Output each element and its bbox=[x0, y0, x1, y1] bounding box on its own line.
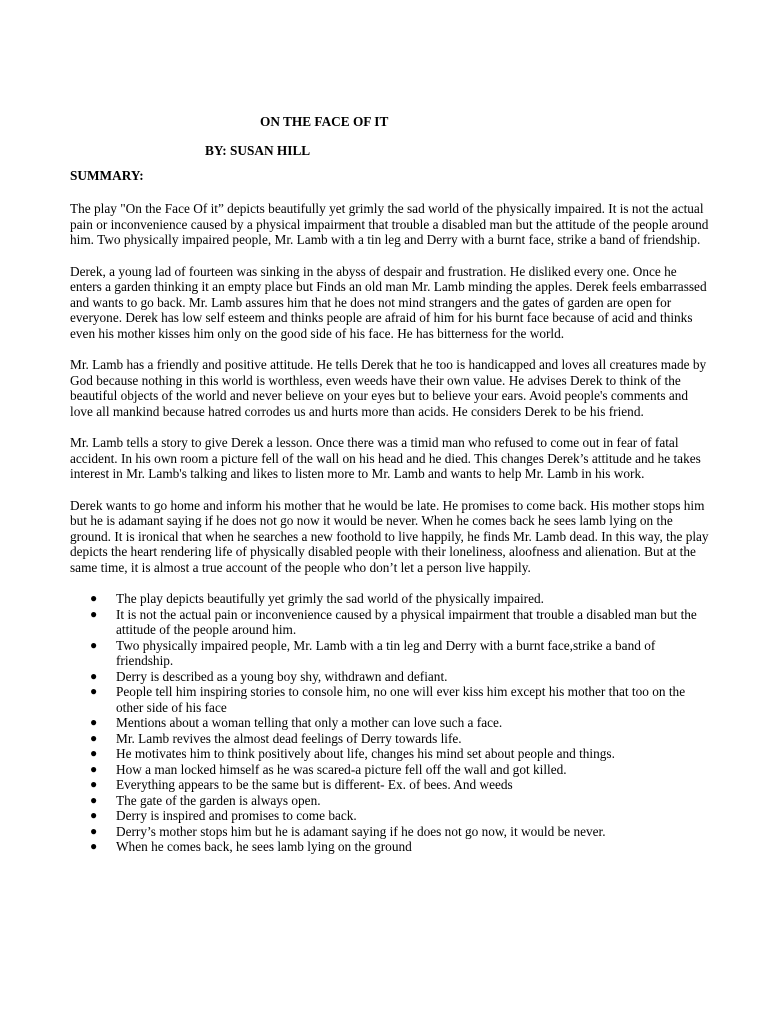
bullet-icon: ● bbox=[90, 761, 98, 776]
list-item bbox=[70, 591, 710, 607]
bullet-icon: ● bbox=[90, 792, 98, 807]
bullet-icon: ● bbox=[90, 823, 98, 838]
bullet-icon: ● bbox=[90, 715, 98, 729]
bullet-icon: ● bbox=[90, 591, 98, 605]
document-byline: BY: SUSAN HILL bbox=[205, 143, 311, 158]
paragraph-intro: The play "On the Face Of it” depicts beautifully yet grimly the sad world of the physically impaired. It is not the actual pain or inconvenience caused by a physical impairment that trouble a disabled man but the attitude of the people around him. Two physically impaired people, Mr. Lamb with a tin leg and Derry with a burnt face, strike a band of friendship. bbox=[70, 201, 709, 247]
list-item-text: The play depicts beautifully yet grimly the sad world of the physically impaired. bbox=[116, 591, 544, 606]
list-item-text: Mentions about a woman telling that only a mother can love such a face. bbox=[116, 715, 503, 730]
bullet-icon: ● bbox=[90, 777, 98, 791]
list-item bbox=[70, 808, 710, 824]
bullet-icon: ● bbox=[90, 606, 98, 621]
list-item bbox=[70, 777, 710, 793]
bullet-icon: ● bbox=[90, 839, 98, 853]
document-title: ON THE FACE OF IT bbox=[260, 114, 389, 129]
bullet-icon: ● bbox=[90, 746, 98, 760]
list-item bbox=[70, 793, 710, 809]
document-page bbox=[70, 114, 710, 855]
list-item bbox=[70, 746, 710, 762]
list-item bbox=[70, 715, 710, 731]
paragraph-story: Mr. Lamb tells a story to give Derek a lesson. Once there was a timid man who refused to come out in fear of fatal accident. In his own room a picture fell of the wall on his head and he died. This changes Derek’s attitude and he takes interest in Mr. Lamb's talking and likes to listen more to Mr. Lamb and wants to help Mr. Lamb in his work. bbox=[70, 435, 701, 481]
list-item bbox=[70, 638, 710, 669]
list-item bbox=[70, 607, 710, 638]
bullet-list bbox=[70, 591, 710, 855]
list-item bbox=[70, 839, 710, 855]
list-item bbox=[70, 684, 710, 715]
list-item-text: Two physically impaired people, Mr. Lamb with a tin leg and Derry with a burnt face,strike a band of friendship. bbox=[116, 637, 656, 668]
paragraph-ending: Derek wants to go home and inform his mother that he would be late. He promises to come back. His mother stops him but he is adamant saying if he does not go now it would be never. When he comes back he sees lamb lying on the ground. It is ironical that when he searches a new foothold to live happily, he finds Mr. Lamb dead. In this way, the play depicts the heart rendering life of physically disabled people with their loneliness, aloofness and alienation. But at the same time, it is almost a true account of the people who don’t let a person live happily. bbox=[70, 497, 709, 575]
list-item-text: The gate of the garden is always open. bbox=[116, 792, 321, 808]
list-item-text: When he comes back, he sees lamb lying on the ground bbox=[116, 839, 412, 854]
list-item bbox=[70, 669, 710, 685]
list-item-text: Mr. Lamb revives the almost dead feelings of Derry towards life. bbox=[116, 730, 462, 746]
summary-heading: SUMMARY: bbox=[70, 168, 144, 183]
list-item-text: Derry is described as a young boy shy, withdrawn and defiant. bbox=[116, 668, 448, 684]
list-item-text: Everything appears to be the same but is different- Ex. of bees. And weeds bbox=[116, 777, 513, 792]
list-item-text: It is not the actual pain or inconvenience caused by a physical impairment that trouble a disabled man but the attitude of the people around him. bbox=[116, 606, 697, 637]
list-item-text: People tell him inspiring stories to console him, no one will ever kiss him except his mother that too on the other side of his face bbox=[116, 684, 686, 715]
bullet-icon: ● bbox=[90, 684, 98, 698]
list-item-text: He motivates him to think positively about life, changes his mind set about people and things. bbox=[116, 746, 615, 761]
list-item-text: Derry is inspired and promises to come back. bbox=[116, 808, 357, 823]
list-item-text: Derry’s mother stops him but he is adamant saying if he does not go now, it would be never. bbox=[116, 823, 606, 839]
bullet-icon: ● bbox=[90, 808, 98, 822]
list-item bbox=[70, 762, 710, 778]
bullet-icon: ● bbox=[90, 668, 98, 683]
list-item bbox=[70, 731, 710, 747]
bullet-icon: ● bbox=[90, 730, 98, 745]
paragraph-derek: Derek, a young lad of fourteen was sinking in the abyss of despair and frustration. He disliked every one. Once he enters a garden thinking it an empty place but Finds an old man Mr. Lamb minding the apples. Derek feels embarrassed and wants to go back. Mr. Lamb assures him that he does not mind strangers and the gates of garden are open for everyone. Derek has low self esteem and thinks people are afraid of him for his burnt face because of acid and thinks even his mother kisses him only on the good side of his face. He has bitterness for the world. bbox=[70, 263, 707, 341]
bullet-icon: ● bbox=[90, 637, 98, 652]
paragraph-mr-lamb: Mr. Lamb has a friendly and positive attitude. He tells Derek that he too is handicapped and loves all creatures made by God because nothing in this world is worthless, even weeds have their own value. He advises Derek to think of the beautiful objects of the world and never believe on your eyes but to believe your ears. Avoid people's comments and love all mankind because hatred corrodes us and hurts more than acids. He considers Derek to be his friend. bbox=[70, 357, 707, 419]
list-item-text: How a man locked himself as he was scared-a picture fell off the wall and got killed. bbox=[116, 761, 567, 777]
list-item bbox=[70, 824, 710, 840]
